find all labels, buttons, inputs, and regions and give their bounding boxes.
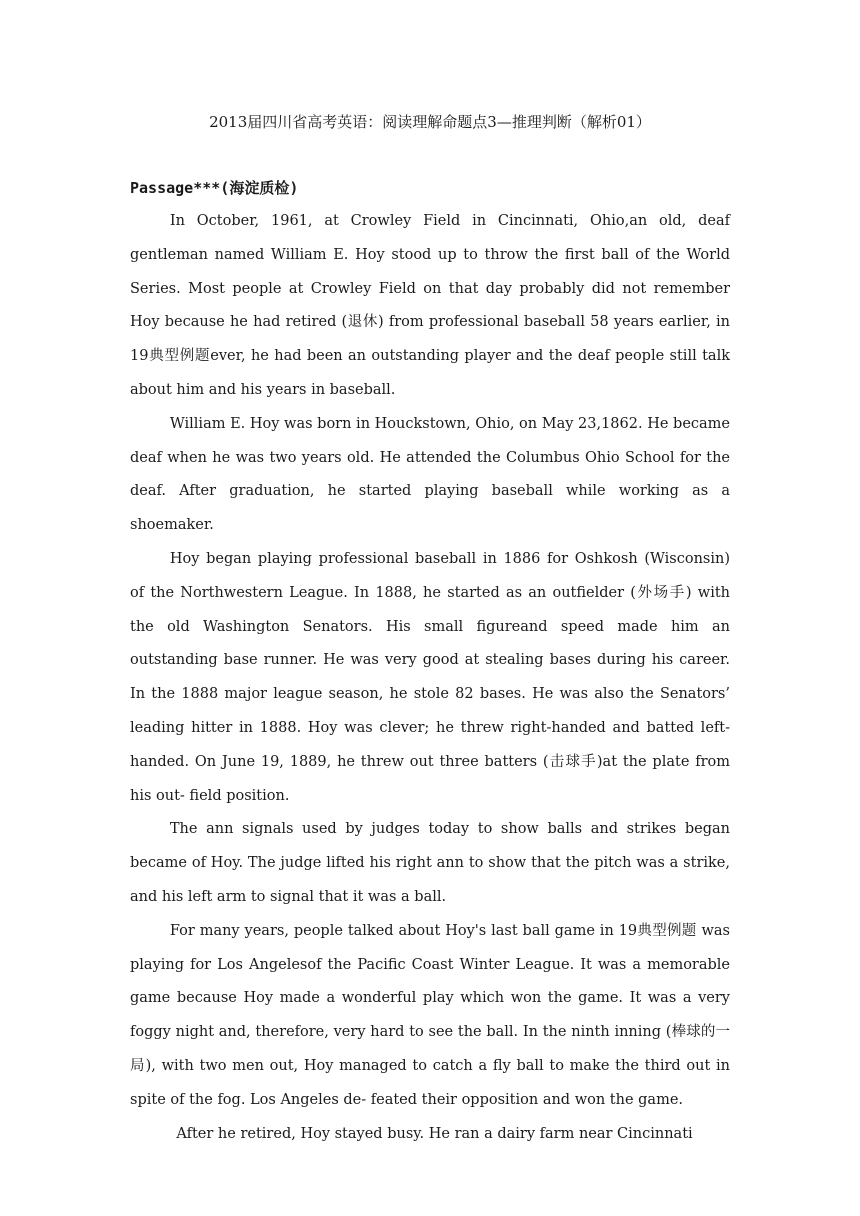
passage-label: Passage***(海淀质检) <box>130 179 299 197</box>
paragraph-5: For many years, people talked about Hoy's last ball game in 19典型例题 was playing for Los Angelesof the Pacific Coast Winter League. It was a memorable game because Hoy made a wonderful play which won the game. It was a very foggy night and, therefore, very hard to see the ball. In the ninth inning (棒球的一局), with two men out, Hoy managed to catch a fly ball to make the third out in spite of the fog. Los Angeles de- feated their opposition and won the game. <box>130 922 730 1108</box>
document-title: 2013届四川省高考英语：阅读理解命题点3—推理判断（解析01） <box>209 113 651 131</box>
paragraph-1: In October, 1961, at Crowley Field in Cincinnati, Ohio,an old, deaf gentleman named William E. Hoy stood up to throw the first ball of the World Series. Most people at Crowley Field on that day probably did not remember Hoy because he had retired (退休) from professional baseball 58 years earlier, in 19典型例题ever, he had been an outstanding player and the deaf people still talk about him and his years in baseball. <box>130 213 730 398</box>
paragraph-6: After he retired, Hoy stayed busy. He ran a dairy farm near Cincinnati <box>176 1125 693 1142</box>
paragraph-4: The ann signals used by judges today to show balls and strikes began became of Hoy. The judge lifted his right ann to show that the pitch was a strike, and his left arm to signal that it was a ball. <box>130 821 730 905</box>
passage-body <box>130 205 730 1151</box>
paragraph-2: William E. Hoy was born in Houckstown, Ohio, on May 23,1862. He became deaf when he was two years old. He attended the Columbus Ohio School for the deaf. After graduation, he started playing baseball while working as a shoemaker. <box>130 415 730 534</box>
paragraph-3: Hoy began playing professional baseball in 1886 for Oshkosh (Wisconsin) of the Northwestern League. In 1888, he started as an outfielder (外场手) with the old Washington Senators. His small figureand speed made him an outstanding base runner. He was very good at stealing bases during his career. In the 1888 major league season, he stole 82 bases. He was also the Senators’ leading hitter in 1888. Hoy was clever; he threw right-handed and batted left-handed. On June 19, 1889, he threw out three batters (击球手)at the plate from his out- field position. <box>130 550 730 804</box>
